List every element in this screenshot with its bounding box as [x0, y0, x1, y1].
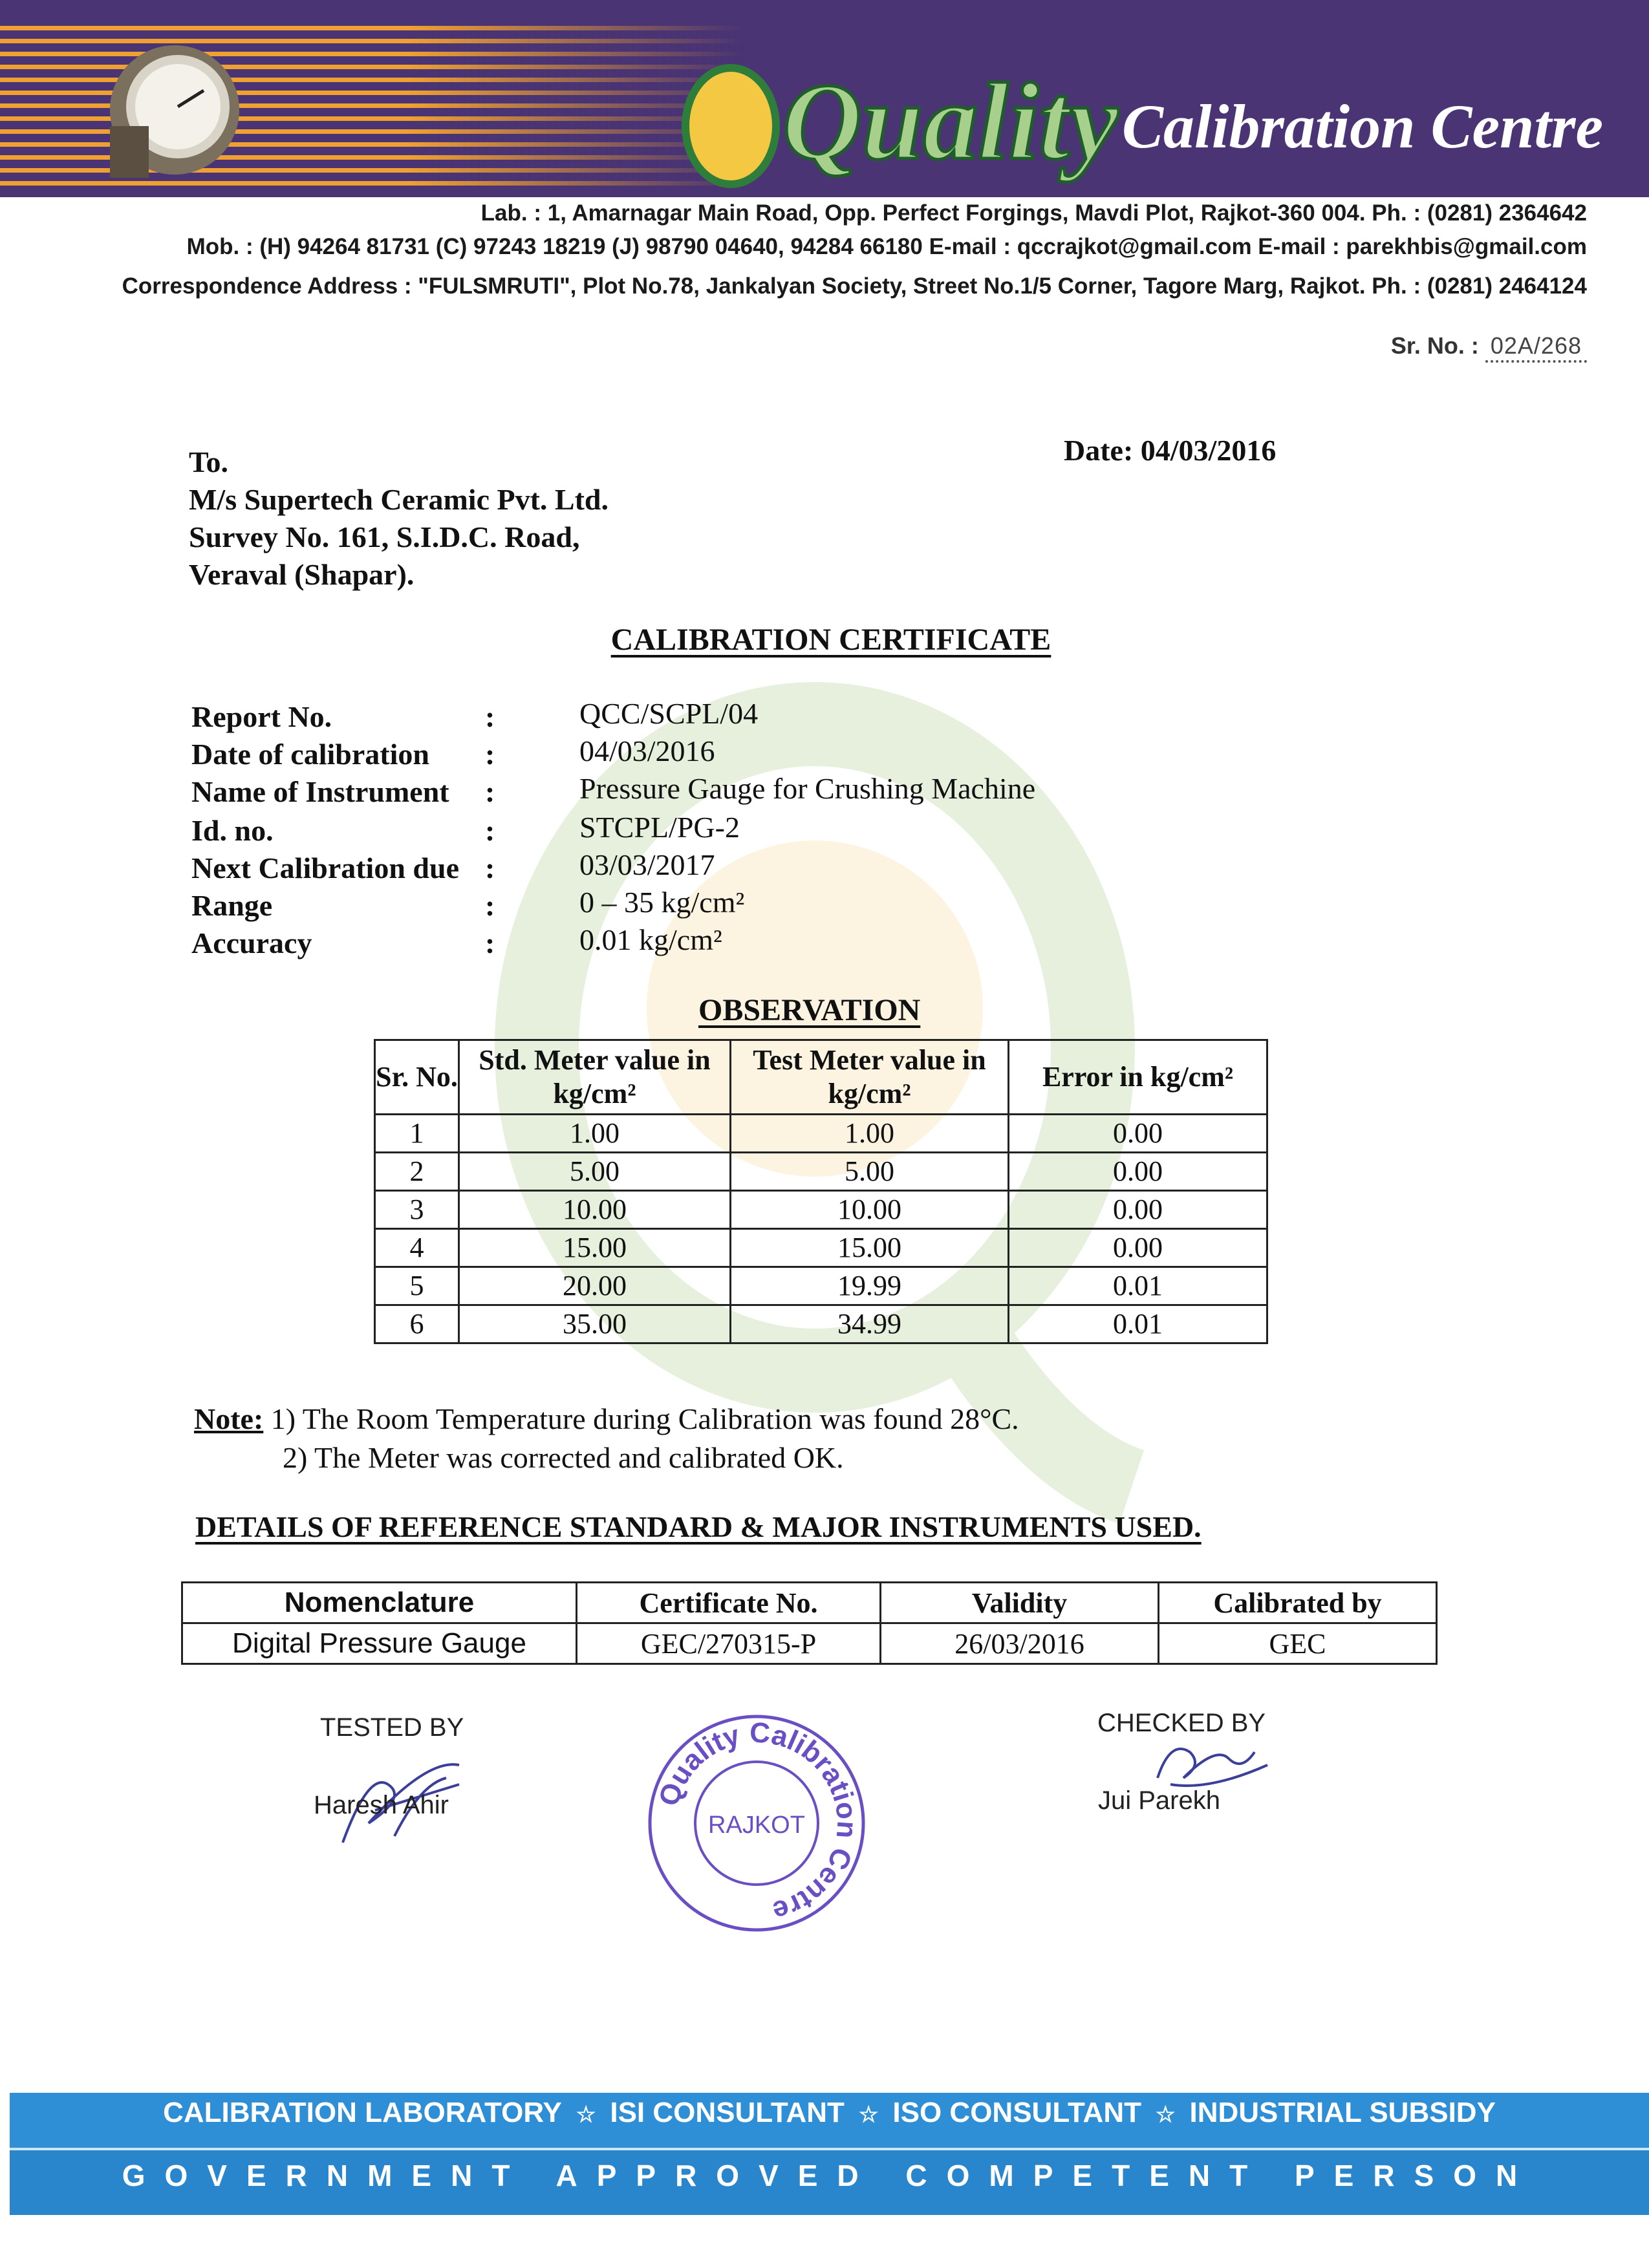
star-icon: ☆	[1155, 2102, 1176, 2127]
table-row	[375, 1115, 1267, 1153]
tested-by-name: Haresh Ahir	[314, 1791, 449, 1819]
cell: GEC	[1159, 1623, 1437, 1664]
cell: GEC/270315-P	[577, 1623, 881, 1664]
header-error: Error in kg/cm²	[1009, 1040, 1267, 1115]
observation-title: OBSERVATION	[698, 993, 921, 1027]
mobile-email: Mob. : (H) 94264 81731 (C) 97243 18219 (J) 98790 04640, 94284 66180 E-mail : qccrajkot@gmail.com E-mail : parekhbis@gmail.com	[186, 234, 1587, 259]
recipient-block	[189, 444, 609, 594]
reference-header-row	[182, 1583, 1437, 1623]
info-label-range: Range	[191, 889, 273, 922]
star-icon: ☆	[576, 2102, 596, 2127]
header-validity: Validity	[881, 1583, 1159, 1623]
cell: 0.00	[1009, 1229, 1267, 1267]
cell: 10.00	[731, 1191, 1009, 1229]
lab-address: Lab. : 1, Amarnagar Main Road, Opp. Perfect Forgings, Mavdi Plot, Rajkot-360 004. Ph. : (0281) 2364642	[480, 200, 1587, 226]
cell: 15.00	[459, 1229, 731, 1267]
cell: 0.01	[1009, 1267, 1267, 1305]
table-row	[375, 1191, 1267, 1229]
svg-text:Quality Calibration Centre: Quality Calibration Centre	[652, 1717, 863, 1928]
info-label-accuracy: Accuracy	[191, 926, 312, 959]
header-calibrated-by: Calibrated by	[1159, 1583, 1437, 1623]
cell: 19.99	[731, 1267, 1009, 1305]
cell: 5.00	[731, 1153, 1009, 1191]
note-label: Note:	[194, 1402, 264, 1435]
footer-services	[10, 2097, 1649, 2129]
cell: 6	[375, 1305, 459, 1343]
star-icon: ☆	[858, 2102, 879, 2127]
info-label-report-no: Report No.	[191, 700, 332, 733]
cell: 10.00	[459, 1191, 731, 1229]
note-line-2: 2) The Meter was corrected and calibrated OK.	[283, 1441, 844, 1474]
cell: 2	[375, 1153, 459, 1191]
correspondence-address: Correspondence Address : "FULSMRUTI", Plot No.78, Jankalyan Society, Street No.1/5 Corner, Tagore Marg, Rajkot. Ph. : (0281) 2464124	[122, 273, 1587, 299]
cell: 34.99	[731, 1305, 1009, 1343]
info-value-report-no: QCC/SCPL/04	[579, 697, 759, 730]
info-label-date: Date of calibration	[191, 738, 429, 771]
footer-government-text: GOVERNMENT APPROVED COMPETENT PERSON	[122, 2159, 1537, 2192]
header-sr-no: Sr. No.	[375, 1040, 459, 1115]
info-value-id: STCPL/PG-2	[579, 811, 740, 844]
cell: 5.00	[459, 1153, 731, 1191]
table-row	[375, 1267, 1267, 1305]
info-value-range: 0 – 35 kg/cm²	[579, 886, 745, 919]
header-certificate-no: Certificate No.	[577, 1583, 881, 1623]
observation-table	[374, 1039, 1268, 1344]
service-item: INDUSTRIAL SUBSIDY	[1189, 2097, 1496, 2128]
certificate-title	[0, 622, 1649, 658]
cell: 1.00	[731, 1115, 1009, 1153]
cell: 0.00	[1009, 1191, 1267, 1229]
info-colon: :	[485, 926, 495, 959]
cell: 15.00	[731, 1229, 1009, 1267]
cell: 4	[375, 1229, 459, 1267]
checked-by-name: Jui Parekh	[1098, 1786, 1220, 1815]
info-value-instrument: Pressure Gauge for Crushing Machine	[579, 772, 1036, 805]
details-title: DETAILS OF REFERENCE STANDARD & MAJOR INSTRUMENTS USED.	[195, 1510, 1202, 1543]
header-std-value: Std. Meter value in kg/cm²	[459, 1040, 731, 1115]
rajkot-stamp	[640, 1707, 873, 1940]
info-colon: :	[485, 700, 495, 733]
recipient-line-1: M/s Supertech Ceramic Pvt. Ltd.	[189, 483, 609, 516]
table-row	[182, 1623, 1437, 1664]
table-row	[375, 1305, 1267, 1343]
header-nomenclature: Nomenclature	[182, 1583, 577, 1623]
note-line-1: 1) The Room Temperature during Calibration was found 28°C.	[263, 1402, 1019, 1435]
cell: 0.00	[1009, 1153, 1267, 1191]
info-label-instrument: Name of Instrument	[191, 775, 449, 808]
certificate-date: Date: 04/03/2016	[1064, 434, 1277, 467]
cell: 3	[375, 1191, 459, 1229]
service-item: CALIBRATION LABORATORY	[163, 2097, 562, 2128]
cell: 0.01	[1009, 1305, 1267, 1343]
info-label-next-due: Next Calibration due	[191, 851, 459, 884]
info-value-next-due: 03/03/2017	[579, 848, 715, 881]
serial-number	[1391, 332, 1587, 359]
info-colon: :	[485, 851, 495, 884]
svg-text:Quality: Quality	[782, 61, 1119, 182]
service-item: ISO CONSULTANT	[892, 2097, 1141, 2128]
cell: 0.00	[1009, 1115, 1267, 1153]
cell: 20.00	[459, 1267, 731, 1305]
info-value-accuracy: 0.01 kg/cm²	[579, 923, 722, 956]
cell: 26/03/2016	[881, 1623, 1159, 1664]
info-colon: :	[485, 775, 495, 808]
table-row	[375, 1153, 1267, 1191]
service-item: ISI CONSULTANT	[610, 2097, 845, 2128]
certificate-title-text: CALIBRATION CERTIFICATE	[610, 623, 1051, 657]
quality-logo	[673, 36, 1138, 197]
cell: 1.00	[459, 1115, 731, 1153]
gauge-icon	[97, 36, 246, 184]
info-value-date: 04/03/2016	[579, 734, 715, 767]
serial-value: 02A/268	[1485, 332, 1587, 363]
cell: 35.00	[459, 1305, 731, 1343]
recipient-line-3: Veraval (Shapar).	[189, 558, 415, 591]
to-label: To.	[189, 445, 228, 478]
cell: 5	[375, 1267, 459, 1305]
table-row	[375, 1229, 1267, 1267]
serial-label: Sr. No. :	[1390, 332, 1479, 359]
header-test-value: Test Meter value in kg/cm²	[731, 1040, 1009, 1115]
info-colon: :	[485, 889, 495, 922]
checked-by-label: CHECKED BY	[1097, 1709, 1266, 1737]
cell: Digital Pressure Gauge	[182, 1623, 577, 1664]
tested-by-label: TESTED BY	[320, 1713, 464, 1742]
logo-suffix: Calibration Centre	[1122, 92, 1604, 161]
info-colon: :	[485, 814, 495, 847]
svg-text:RAJKOT: RAJKOT	[708, 1812, 805, 1839]
note-block	[194, 1400, 1019, 1477]
info-label-id: Id. no.	[191, 814, 274, 847]
recipient-line-2: Survey No. 161, S.I.D.C. Road,	[189, 520, 580, 553]
observation-header-row	[375, 1040, 1267, 1115]
cell: 1	[375, 1115, 459, 1153]
info-colon: :	[485, 738, 495, 771]
reference-table	[181, 1581, 1438, 1665]
